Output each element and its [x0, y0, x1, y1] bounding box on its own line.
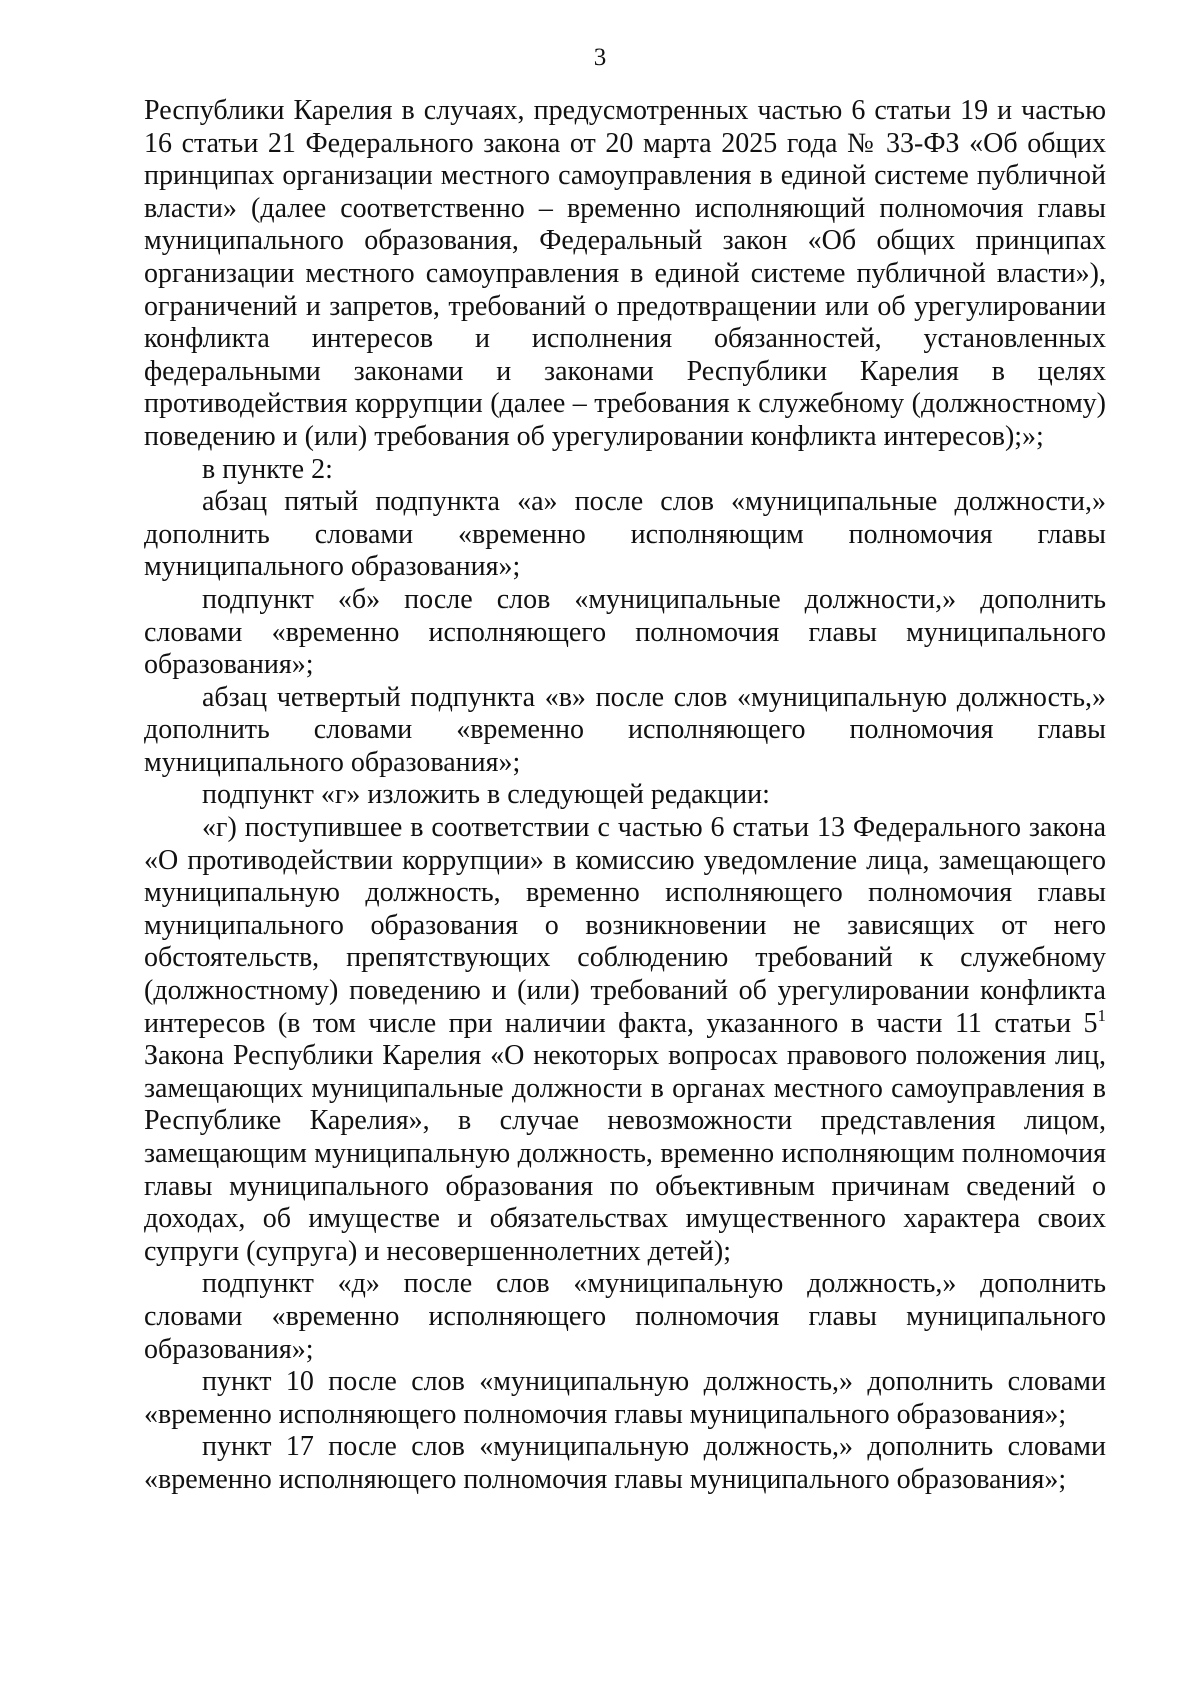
paragraph-point-2-intro: в пункте 2: [202, 453, 333, 485]
paragraph-subpoint-g-intro: подпункт «г» изложить в следующей редакции: [202, 779, 770, 811]
paragraph-subpoint-a: абзац пятый подпункта «а» после слов «муниципальные должности,» дополнить словами «временно исполняющим полномочия главы муниципального образования»; [144, 486, 1106, 583]
paragraph-subpoint-d: подпункт «д» после слов «муниципальную должность,» дополнить словами «временно исполняющего полномочия главы муниципального образования»; [144, 1268, 1106, 1365]
paragraph-point-17: пункт 17 после слов «муниципальную должность,» дополнить словами «временно исполняющего полномочия главы муниципального образования»; [144, 1431, 1106, 1495]
paragraph-subpoint-g-text [144, 812, 1106, 1268]
paragraph-subpoint-b: подпункт «б» после слов «муниципальные должности,» дополнить словами «временно исполняющего полномочия главы муниципального образования»; [144, 583, 1106, 681]
paragraph-continuation: Республики Карелия в случаях, предусмотренных частью 6 статьи 19 и частью 16 статьи 21 Федерального закона от 20 марта 2025 года № 33-ФЗ «Об общих принципах организации местного самоуправления в единой системе публичной власти» (далее соответственно – временно исполняющий полномочия главы муниципального образования, Федеральный закон «Об общих принципах организации местного самоуправления в единой системе публичной власти»), ограничений и запретов, требований о предотвращении или об урегулировании конфликта интересов и исполнения обязанностей, установленных федеральными законами и законами Республики Карелия в целях противодействия коррупции (далее – требования к служебному (должностному) поведению и (или) требования об урегулировании конфликта интересов);»; [144, 95, 1106, 452]
article-superscript: 1 [1097, 1005, 1106, 1025]
document-body [144, 95, 1106, 1497]
subpoint-g-text-after-sup: Закона Республики Карелия «О некоторых вопросах правового положения лиц, замещающих муниципальные должности в органах местного самоуправления в Республике Карелия», в случае невозможности представления лицом, замещающим муниципальную должность, временно исполняющим полномочия главы муниципального образования по объективным причинам сведений о доходах, об имуществе и обязательствах имущественного характера своих супруги (супруга) и несовершеннолетних детей); [144, 1040, 1106, 1267]
page-number: 3 [593, 44, 607, 71]
subpoint-g-text-before-sup: «г) поступившее в соответствии с частью 6 статьи 13 Федерального закона «О противодействии коррупции» в комиссию уведомление лица, замещающего муниципальную должность, временно исполняющего полномочия главы муниципального образования о возникновении не зависящих от него обстоятельств, препятствующих соблюдению требований к служебному (должностному) поведению и (или) требований об урегулировании конфликта интересов (в том числе при наличии факта, указанного в части 11 статьи 5 [144, 812, 1106, 1039]
paragraph-point-10: пункт 10 после слов «муниципальную должность,» дополнить словами «временно исполняющего полномочия главы муниципального образования»; [144, 1366, 1106, 1430]
paragraph-subpoint-v: абзац четвертый подпункта «в» после слов «муниципальную должность,» дополнить словами «временно исполняющего полномочия главы муниципального образования»; [144, 681, 1106, 778]
